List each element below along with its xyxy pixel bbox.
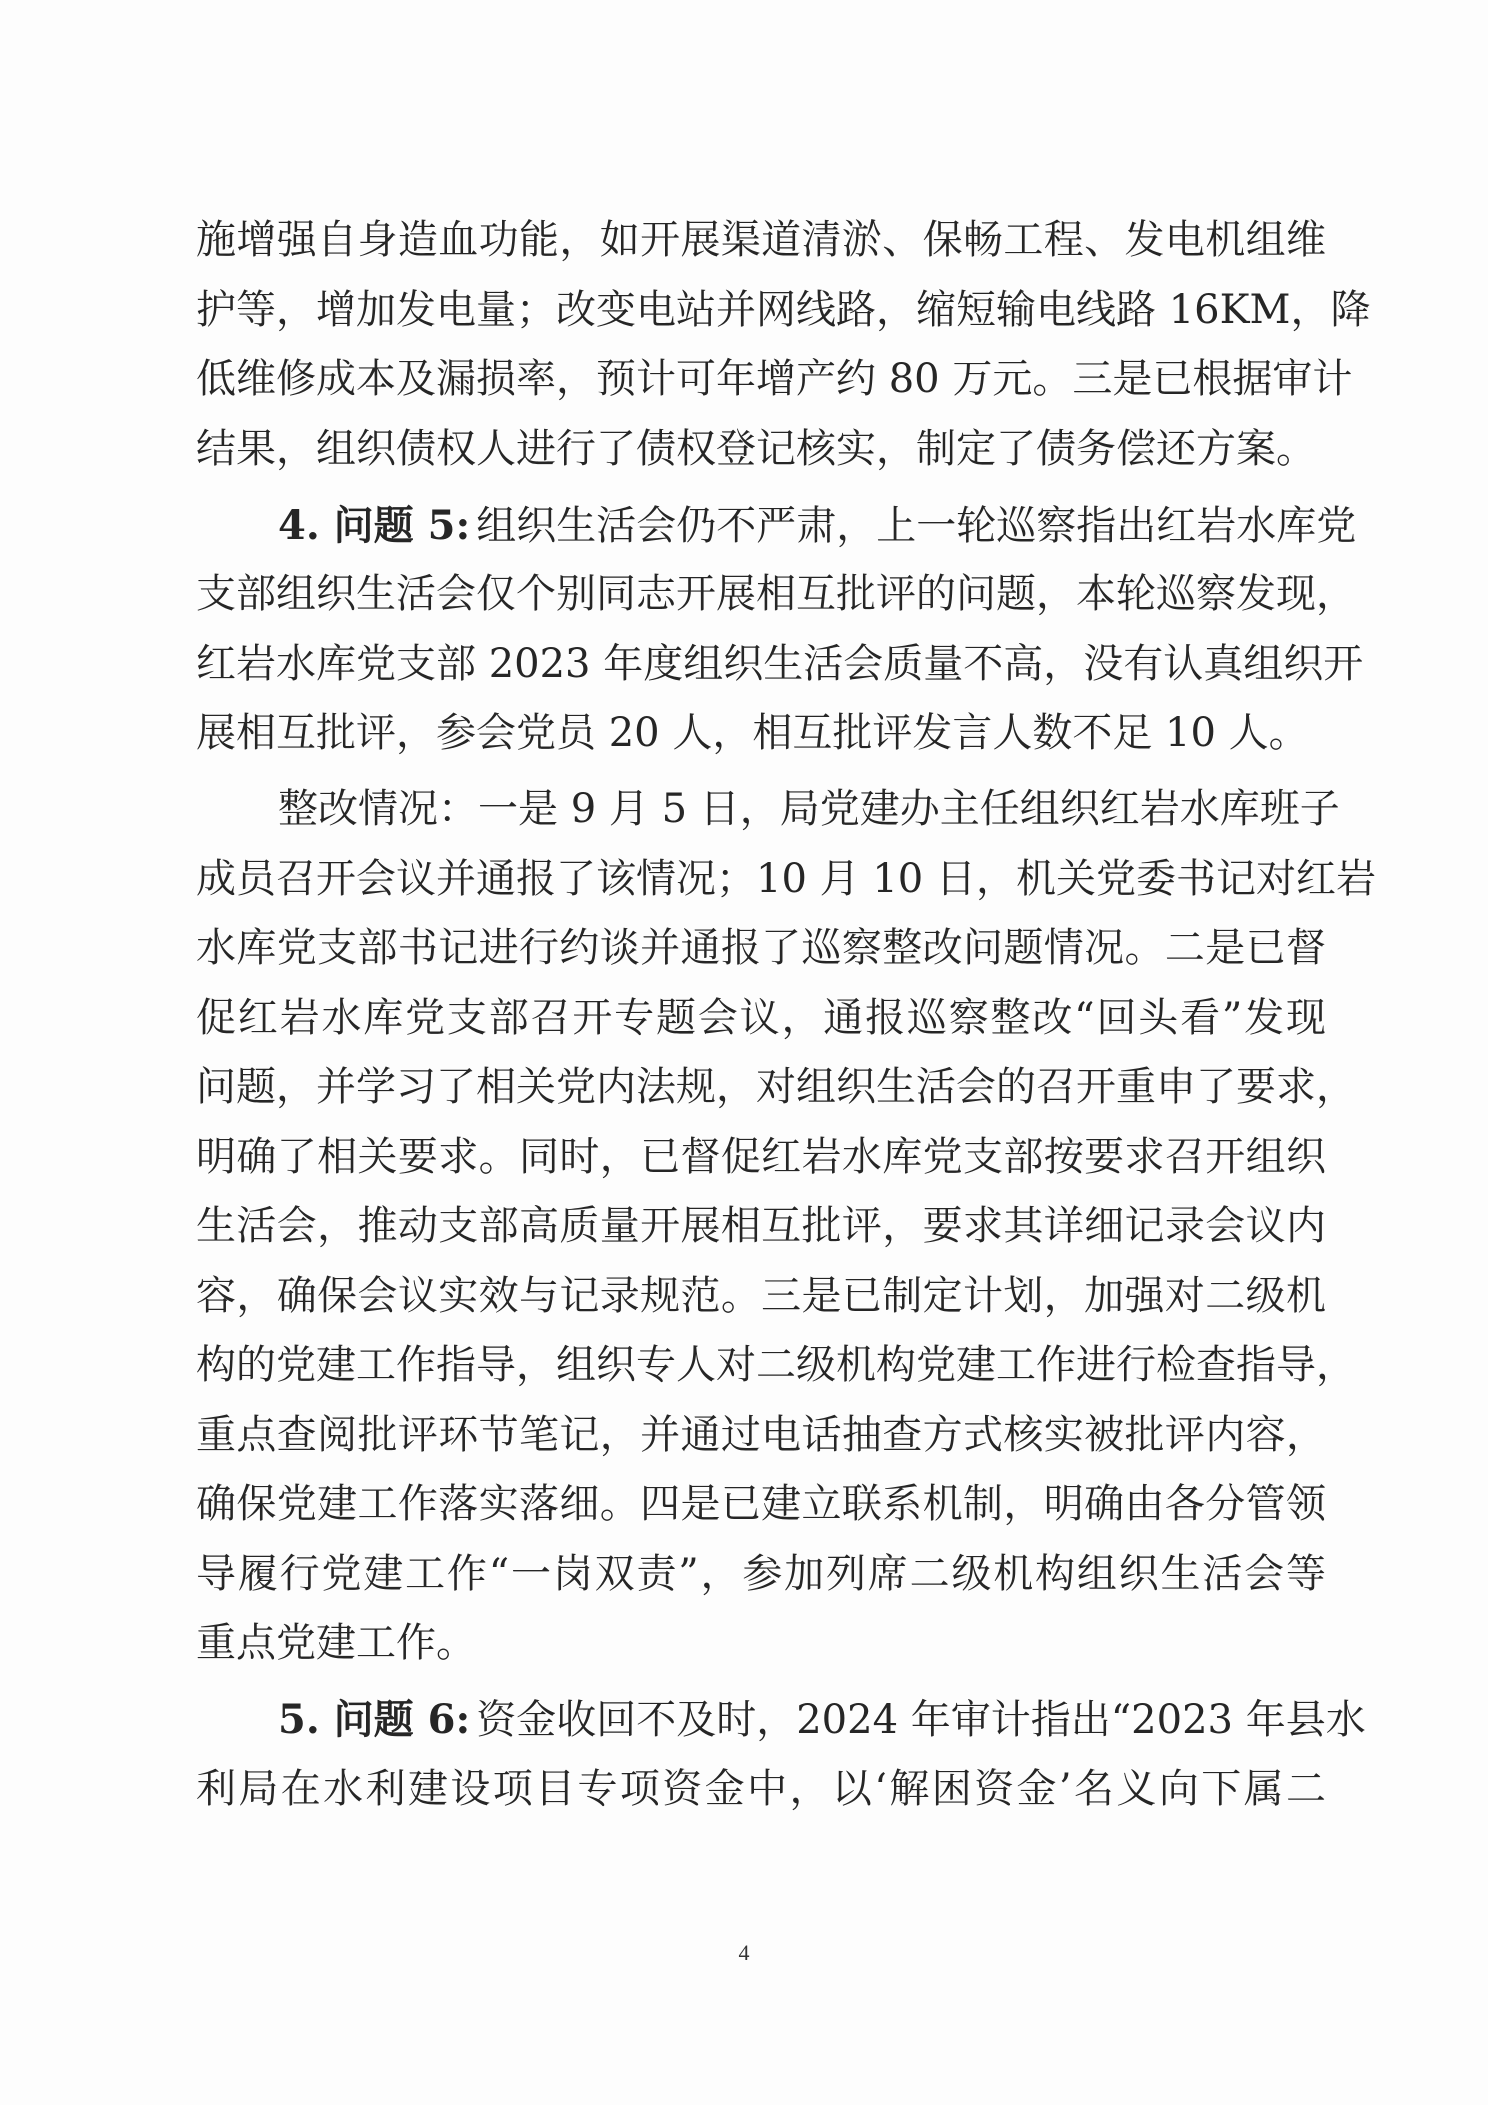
text-line: [196, 491, 1357, 561]
text-line: [196, 1401, 1326, 1471]
line-text: 生活会，推动支部高质量开展相互批评，要求其详细记录会议内: [196, 1203, 1326, 1249]
text-line: [196, 630, 1364, 700]
page-number: 4: [738, 1940, 750, 1965]
body-text: [196, 206, 1376, 1831]
line-text: 促红岩水库党支部召开专题会议，通报巡察整改“回头看”发现: [196, 994, 1326, 1041]
text-line: [196, 1192, 1326, 1262]
text-line: [196, 206, 1326, 276]
paragraph: [196, 491, 1364, 769]
text-line: [196, 415, 1326, 485]
text-line: [196, 1755, 1326, 1825]
line-text: 组织生活会仍不严肃，上一轮巡察指出红岩水库党: [476, 502, 1357, 549]
line-text: 重点查阅批评环节笔记，并通过电话抽查方式核实被批评内容，: [196, 1411, 1326, 1458]
text-line: [196, 1685, 1366, 1755]
text-line: [196, 845, 1376, 915]
text-line: [196, 345, 1353, 415]
line-text: 确保党建工作落实落细。四是已建立联系机制，明确由各分管领: [196, 1481, 1326, 1527]
line-text: 展相互批评，参会党员 20 人，相互批评发言人数不足 10 人。: [196, 710, 1309, 756]
line-text: 利局在水利建设项目专项资金中，以‘解困资金’名义向下属二: [196, 1765, 1326, 1812]
line-text: 低维修成本及漏损率，预计可年增产约 80 万元。三是已根据审计: [196, 356, 1353, 402]
paragraph: [196, 206, 1371, 484]
line-text: 结果，组织债权人进行了债权登记核实，制定了债务偿还方案。: [196, 425, 1316, 472]
line-text: 成员召开会议并通报了该情况；10 月 10 日，机关党委书记对红岩: [196, 855, 1376, 902]
text-line: [196, 1609, 1326, 1679]
line-text: 施增强自身造血功能，如开展渠道清淤、保畅工程、发电机组维: [196, 217, 1326, 263]
text-line: [196, 914, 1326, 984]
text-line: [196, 1470, 1326, 1540]
issue-heading: 4. 问题 5:: [278, 501, 471, 549]
text-line: [196, 775, 1340, 845]
text-line: [196, 1262, 1326, 1332]
text-line: [196, 699, 1326, 769]
text-line: [196, 1331, 1356, 1401]
text-line: [196, 1053, 1356, 1123]
line-text: 导履行党建工作“一岗双责”，参加列席二级机构组织生活会等: [196, 1550, 1326, 1597]
line-text: 问题，并学习了相关党内法规，对组织生活会的召开重申了要求，: [196, 1064, 1356, 1110]
line-text: 构的党建工作指导，组织专人对二级机构党建工作进行检查指导，: [196, 1342, 1356, 1388]
text-line: [196, 1123, 1326, 1193]
line-text: 明确了相关要求。同时，已督促红岩水库党支部按要求召开组织: [196, 1133, 1326, 1180]
line-text: 资金收回不及时，2024 年审计指出“2023 年县水: [476, 1697, 1366, 1743]
text-line: [196, 560, 1356, 630]
line-text: 支部组织生活会仅个别同志开展相互批评的问题，本轮巡察发现，: [196, 571, 1356, 617]
text-line: [196, 1540, 1326, 1610]
line-text: 整改情况：一是 9 月 5 日，局党建办主任组织红岩水库班子: [278, 786, 1340, 832]
text-line: [196, 984, 1326, 1054]
paragraph: [196, 775, 1376, 1679]
line-text: 重点党建工作。: [196, 1620, 476, 1666]
line-text: 容，确保会议实效与记录规范。三是已制定计划，加强对二级机: [196, 1272, 1326, 1319]
paragraph: [196, 1685, 1366, 1824]
line-text: 护等，增加发电量；改变电站并网线路，缩短输电线路 16KM，降: [196, 286, 1371, 333]
line-text: 水库党支部书记进行约谈并通报了巡察整改问题情况。二是已督: [196, 925, 1326, 971]
issue-heading: 5. 问题 6:: [278, 1696, 471, 1743]
text-line: [196, 276, 1371, 346]
line-text: 红岩水库党支部 2023 年度组织生活会质量不高，没有认真组织开: [196, 640, 1364, 687]
